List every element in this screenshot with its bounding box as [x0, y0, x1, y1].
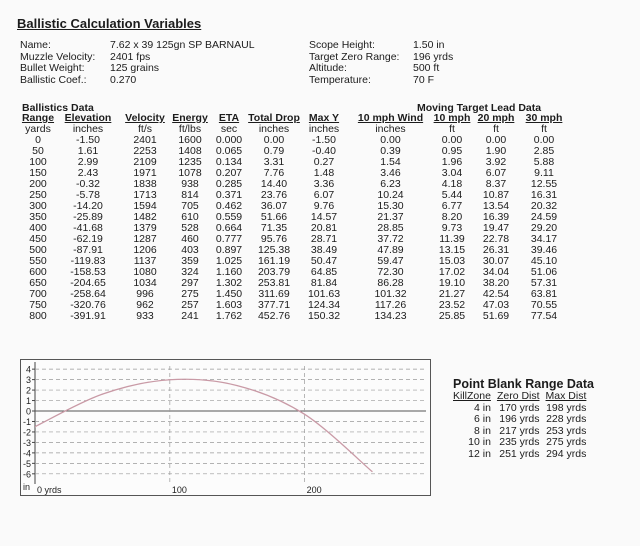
table-cell: 610: [181, 211, 199, 223]
col-header: Max Y: [308, 112, 340, 124]
pbr-header-row: [450, 391, 589, 403]
y-tick-label: 0: [25, 406, 31, 417]
table-cell: -5.78: [76, 189, 100, 201]
table-cell: 71.35: [260, 222, 288, 234]
unit-cell: sec: [220, 123, 238, 135]
table-cell: 161.19: [257, 255, 291, 267]
table-cell: 95.76: [260, 233, 288, 245]
table-cell: 21.37: [377, 211, 404, 223]
table-cell: 250: [29, 189, 47, 201]
table-cell: 50.47: [310, 255, 338, 267]
var-value: 2401 fps: [110, 50, 151, 63]
table-cell: 77.54: [530, 310, 558, 322]
table-cell: 12.55: [530, 178, 558, 190]
table-cell: 30.07: [482, 255, 510, 267]
pbr-cell: 196 yrds: [499, 413, 540, 425]
table-cell: 101.32: [374, 288, 407, 300]
pbr-cell: 198 yrds: [546, 401, 587, 414]
var-value: 196 yrds: [413, 50, 454, 63]
pbr-row: [450, 437, 589, 449]
table-units-row: [20, 124, 567, 135]
pbr-cell: 4 in: [474, 401, 491, 414]
table-cell: 26.31: [482, 244, 510, 256]
table-cell: 9.11: [534, 167, 554, 179]
table-cell: 938: [181, 178, 199, 190]
var-label: Temperature:: [309, 73, 371, 86]
table-cell: 311.69: [258, 288, 290, 300]
table-cell: 2401: [133, 134, 157, 146]
table-cell: 750: [29, 299, 47, 311]
table-cell: 1.90: [485, 145, 507, 157]
pbr-cell: 10 in: [468, 436, 491, 448]
table-cell: 705: [181, 200, 199, 212]
ballistics-table: [20, 113, 567, 322]
unit-cell: ft: [493, 123, 499, 135]
y-tick-label: -6: [22, 469, 31, 480]
table-cell: 124.34: [307, 299, 341, 311]
col-header: Elevation: [64, 112, 112, 124]
trajectory-point: [304, 414, 305, 415]
table-cell: 0.27: [313, 156, 335, 168]
pbr-cell: 294 yrds: [546, 447, 587, 460]
var-label: Target Zero Range:: [309, 50, 400, 63]
col-header: 10 mph Wind: [357, 112, 424, 124]
unit-cell: inches: [375, 123, 406, 135]
unit-cell: ft: [449, 123, 455, 135]
table-cell: 0.00: [380, 134, 401, 146]
table-row: [20, 157, 567, 168]
table-cell: 0.00: [441, 134, 463, 146]
pbr-cell: 217 yrds: [499, 424, 540, 437]
table-cell: 39.46: [530, 244, 558, 256]
pbr-row: [450, 449, 589, 461]
var-value: 0.270: [110, 73, 137, 86]
table-cell: 1.96: [441, 156, 463, 168]
table-cell: 47.89: [377, 244, 404, 256]
table-cell: -204.65: [70, 277, 106, 289]
unit-cell: inches: [258, 123, 290, 135]
table-cell: 0.000: [215, 134, 243, 146]
var-label: Ballistic Coef.:: [20, 73, 87, 86]
table-cell: 1.61: [77, 145, 99, 157]
table-cell: 1713: [133, 189, 157, 201]
table-cell: 253.81: [257, 277, 291, 289]
table-cell: 1.302: [215, 277, 243, 289]
table-cell: 9.73: [441, 222, 463, 234]
vars-right-values: [413, 40, 453, 86]
table-cell: -1.50: [312, 134, 336, 146]
table-cell: 51.66: [260, 211, 288, 223]
table-cell: 3.04: [441, 167, 463, 179]
pbr-row: [450, 414, 589, 426]
table-cell: 16.39: [482, 211, 510, 223]
table-cell: 150: [29, 167, 47, 179]
table-cell: 2109: [133, 156, 157, 168]
table-cell: 3.92: [485, 156, 507, 168]
trajectory-line: [35, 379, 372, 471]
table-cell: 359: [181, 255, 199, 267]
col-header: Range: [21, 112, 55, 124]
table-cell: 8.20: [441, 211, 463, 223]
x-tick-label: 0 yrds: [37, 485, 62, 495]
table-cell: 6.07: [485, 167, 507, 179]
table-cell: 5.88: [533, 156, 555, 168]
y-tick-label: -4: [22, 448, 31, 459]
table-cell: 1137: [133, 255, 157, 267]
table-cell: 275: [181, 288, 199, 300]
table-cell: 2.99: [77, 156, 99, 168]
page-title: Ballistic Calculation Variables: [17, 16, 202, 31]
var-label: Bullet Weight:: [20, 62, 85, 74]
table-cell: 1.025: [215, 255, 243, 267]
table-cell: 1.48: [313, 167, 335, 179]
pbr-col-header: Zero Dist: [496, 390, 540, 402]
table-cell: 1379: [133, 222, 157, 234]
table-cell: 0.95: [441, 145, 463, 157]
table-cell: 42.54: [482, 288, 510, 300]
table-cell: 28.71: [310, 233, 338, 245]
table-cell: 814: [181, 189, 199, 201]
table-cell: 203.79: [257, 266, 291, 278]
var-value: 70 F: [413, 73, 435, 86]
table-cell: 8.37: [485, 178, 507, 190]
table-cell: 0.00: [533, 134, 555, 146]
table-cell: 45.10: [530, 255, 558, 267]
col-header: Total Drop: [248, 112, 300, 124]
table-cell: 0.39: [380, 145, 401, 157]
table-cell: 72.30: [377, 266, 404, 278]
table-cell: 257: [181, 299, 199, 311]
table-cell: 600: [29, 266, 47, 278]
table-cell: 34.04: [482, 266, 510, 278]
table-cell: 1.762: [215, 310, 243, 322]
table-cell: -119.83: [70, 255, 106, 267]
pbr-cell: 170 yrds: [499, 401, 540, 414]
table-cell: 57.31: [530, 277, 558, 289]
table-cell: 63.81: [530, 288, 558, 300]
table-cell: 1.450: [215, 288, 243, 300]
unit-cell: ft/lbs: [178, 123, 202, 135]
table-cell: 64.85: [310, 266, 338, 278]
table-cell: 1078: [178, 167, 202, 179]
table-cell: 81.84: [310, 277, 338, 289]
table-cell: 6.77: [441, 200, 463, 212]
table-cell: -25.89: [73, 211, 103, 223]
y-tick-label: -2: [22, 427, 31, 438]
y-tick-label: 2: [25, 385, 31, 396]
pbr-cell: 275 yrds: [546, 436, 587, 448]
var-value: 500 ft: [413, 62, 440, 74]
pbr-cell: 235 yrds: [499, 436, 540, 448]
table-cell: 47.03: [482, 299, 510, 311]
unit-cell: ft/s: [137, 123, 152, 135]
trajectory-point: [169, 379, 170, 380]
table-cell: 452.76: [257, 310, 291, 322]
table-cell: 22.78: [482, 233, 510, 245]
table-cell: 0.897: [215, 244, 243, 256]
table-cell: 4.18: [441, 178, 463, 190]
table-cell: 297: [181, 277, 199, 289]
table-cell: -87.91: [73, 244, 103, 256]
pbr-col-header: Max Dist: [545, 390, 587, 402]
table-row: [20, 168, 567, 179]
table-cell: 528: [181, 222, 199, 234]
table-cell: 1838: [133, 178, 157, 190]
table-cell: 11.39: [439, 233, 465, 245]
table-cell: 20.32: [530, 200, 558, 212]
table-cell: -258.64: [70, 288, 106, 300]
table-cell: 1408: [178, 145, 202, 157]
table-cell: 0.285: [215, 178, 243, 190]
table-cell: 23.76: [260, 189, 288, 201]
table-cell: 29.20: [530, 222, 558, 234]
x-tick-label: 200: [306, 485, 322, 495]
y-tick-label: 4: [25, 364, 31, 375]
table-cell: 6.23: [380, 178, 401, 190]
table-cell: 400: [29, 222, 47, 234]
table-cell: 37.72: [377, 233, 404, 245]
table-cell: 19.47: [482, 222, 510, 234]
unit-cell: inches: [72, 123, 104, 135]
table-cell: 241: [181, 310, 199, 322]
table-cell: 1971: [133, 167, 157, 179]
table-cell: 50: [32, 145, 44, 157]
vars-left-labels: [20, 40, 95, 86]
table-cell: 1206: [133, 244, 157, 256]
table-cell: 3.46: [380, 167, 401, 179]
lead-title: Moving Target Lead Data: [417, 102, 542, 114]
table-row: [20, 311, 567, 322]
table-cell: 51.69: [482, 310, 510, 322]
y-axis-label: in: [23, 482, 31, 492]
table-cell: 101.63: [307, 288, 341, 300]
table-cell: 59.47: [377, 255, 404, 267]
var-value: 125 grains: [110, 62, 160, 74]
unit-cell: inches: [308, 123, 340, 135]
trajectory-chart-svg: [21, 360, 430, 495]
y-tick-label: -5: [22, 458, 31, 469]
table-row: [20, 135, 567, 146]
ballistics-title: Ballistics Data: [22, 102, 94, 114]
pbr-table: [450, 391, 589, 460]
table-cell: 450: [29, 233, 47, 245]
table-cell: 800: [29, 310, 47, 322]
table-cell: 28.85: [377, 222, 404, 234]
table-cell: 324: [181, 266, 199, 278]
col-header: 20 mph: [477, 112, 515, 124]
table-cell: 9.76: [313, 200, 335, 212]
table-cell: 0.79: [263, 145, 285, 157]
table-cell: 15.30: [377, 200, 404, 212]
var-label: Altitude:: [309, 62, 347, 74]
table-cell: -320.76: [70, 299, 106, 311]
table-cell: 0.00: [263, 134, 285, 146]
unit-cell: yards: [25, 123, 51, 135]
table-cell: 962: [136, 299, 154, 311]
table-cell: 5.44: [441, 189, 463, 201]
pbr-cell: 228 yrds: [546, 413, 587, 425]
var-label: Muzzle Velocity:: [20, 50, 96, 63]
table-cell: 25.85: [438, 310, 466, 322]
table-cell: 3.31: [263, 156, 285, 168]
table-cell: 996: [136, 288, 154, 300]
table-cell: 34.17: [530, 233, 558, 245]
trajectory-point: [102, 394, 103, 395]
col-header: Velocity: [125, 112, 165, 124]
table-cell: 10.24: [377, 189, 404, 201]
table-cell: 117.26: [374, 299, 407, 311]
x-tick-label: 100: [171, 485, 187, 495]
table-cell: 403: [181, 244, 199, 256]
table-cell: 21.27: [438, 288, 466, 300]
col-header: ETA: [218, 112, 240, 124]
table-cell: 300: [29, 200, 47, 212]
table-cell: 10.87: [482, 189, 510, 201]
pbr-cell: 253 yrds: [546, 424, 587, 437]
table-cell: 350: [29, 211, 47, 223]
table-cell: 38.49: [310, 244, 338, 256]
table-cell: 550: [29, 255, 47, 267]
table-cell: 1482: [133, 211, 157, 223]
trajectory-point: [237, 385, 238, 386]
table-cell: 0.134: [215, 156, 243, 168]
col-header: 30 mph: [525, 112, 563, 124]
table-cell: 1287: [133, 233, 157, 245]
table-cell: 1.160: [215, 266, 243, 278]
table-cell: 1235: [178, 156, 202, 168]
table-cell: 86.28: [377, 277, 404, 289]
table-cell: 2.43: [77, 167, 99, 179]
trajectory-point: [371, 471, 372, 472]
var-value: 1.50 in: [413, 39, 445, 51]
table-cell: 16.31: [530, 189, 558, 201]
table-cell: -14.20: [73, 200, 103, 212]
table-cell: 150.32: [307, 310, 341, 322]
table-cell: 1594: [133, 200, 157, 212]
table-cell: -62.19: [73, 233, 103, 245]
table-cell: 1.603: [215, 299, 243, 311]
table-cell: 650: [29, 277, 47, 289]
table-cell: 14.57: [310, 211, 338, 223]
table-cell: 500: [29, 244, 47, 256]
unit-cell: ft: [541, 123, 547, 135]
table-cell: 38.20: [482, 277, 510, 289]
table-cell: -0.32: [76, 178, 100, 190]
table-cell: 460: [181, 233, 199, 245]
table-cell: 200: [29, 178, 47, 190]
table-cell: -41.68: [73, 222, 103, 234]
pbr-cell: 12 in: [468, 447, 491, 460]
table-cell: 125.38: [257, 244, 291, 256]
table-cell: 15.03: [438, 255, 466, 267]
table-cell: 17.02: [438, 266, 466, 278]
table-cell: 0.664: [215, 222, 243, 234]
table-cell: 19.10: [438, 277, 466, 289]
table-cell: 70.55: [530, 299, 558, 311]
table-cell: 20.81: [310, 222, 338, 234]
pbr-cell: 6 in: [474, 413, 491, 425]
table-cell: 0.00: [485, 134, 507, 146]
vars-right-labels: [309, 40, 399, 86]
table-cell: 1034: [133, 277, 157, 289]
table-cell: 23.52: [438, 299, 466, 311]
table-cell: 14.40: [260, 178, 288, 190]
table-cell: -1.50: [76, 134, 100, 146]
table-cell: 0.777: [215, 233, 243, 245]
col-header: 10 mph: [433, 112, 471, 124]
var-value: 7.62 x 39 125gn SP BARNAUL: [110, 39, 255, 51]
y-tick-label: -3: [22, 437, 31, 448]
table-cell: 377.71: [257, 299, 291, 311]
table-cell: 24.59: [530, 211, 558, 223]
table-cell: 933: [136, 310, 154, 322]
table-row: [20, 146, 567, 157]
table-cell: 0.065: [215, 145, 243, 157]
vars-left-values: [110, 40, 255, 86]
table-cell: 1.54: [380, 156, 401, 168]
y-tick-label: -1: [22, 416, 31, 427]
table-cell: 2253: [133, 145, 157, 157]
table-cell: 1600: [178, 134, 202, 146]
y-tick-label: 3: [25, 375, 31, 386]
table-cell: 13.15: [438, 244, 466, 256]
pbr-title: Point Blank Range Data: [453, 377, 594, 391]
table-cell: 0.207: [215, 167, 243, 179]
table-cell: 3.36: [313, 178, 335, 190]
table-cell: 134.23: [374, 310, 407, 322]
var-label: Scope Height:: [309, 39, 375, 51]
table-cell: 51.06: [530, 266, 558, 278]
table-cell: -0.40: [312, 145, 336, 157]
trajectory-chart: [20, 359, 431, 496]
table-cell: 0.559: [215, 211, 243, 223]
col-header: Energy: [172, 112, 208, 124]
table-cell: -158.53: [70, 266, 106, 278]
y-tick-label: 1: [25, 396, 31, 407]
pbr-cell: 251 yrds: [499, 447, 540, 460]
table-cell: 7.76: [263, 167, 285, 179]
table-cell: 6.07: [313, 189, 335, 201]
table-cell: 2.85: [533, 145, 555, 157]
pbr-cell: 8 in: [474, 424, 491, 437]
table-cell: 700: [29, 288, 47, 300]
pbr-col-header: KillZone: [453, 390, 491, 402]
table-cell: 0.462: [215, 200, 243, 212]
table-cell: 100: [29, 156, 47, 168]
table-cell: 13.54: [482, 200, 510, 212]
table-cell: -391.91: [70, 310, 106, 322]
table-cell: 0.371: [215, 189, 243, 201]
table-cell: 1080: [133, 266, 157, 278]
table-cell: 36.07: [260, 200, 288, 212]
table-cell: 0: [35, 134, 41, 146]
var-label: Name:: [20, 39, 51, 51]
